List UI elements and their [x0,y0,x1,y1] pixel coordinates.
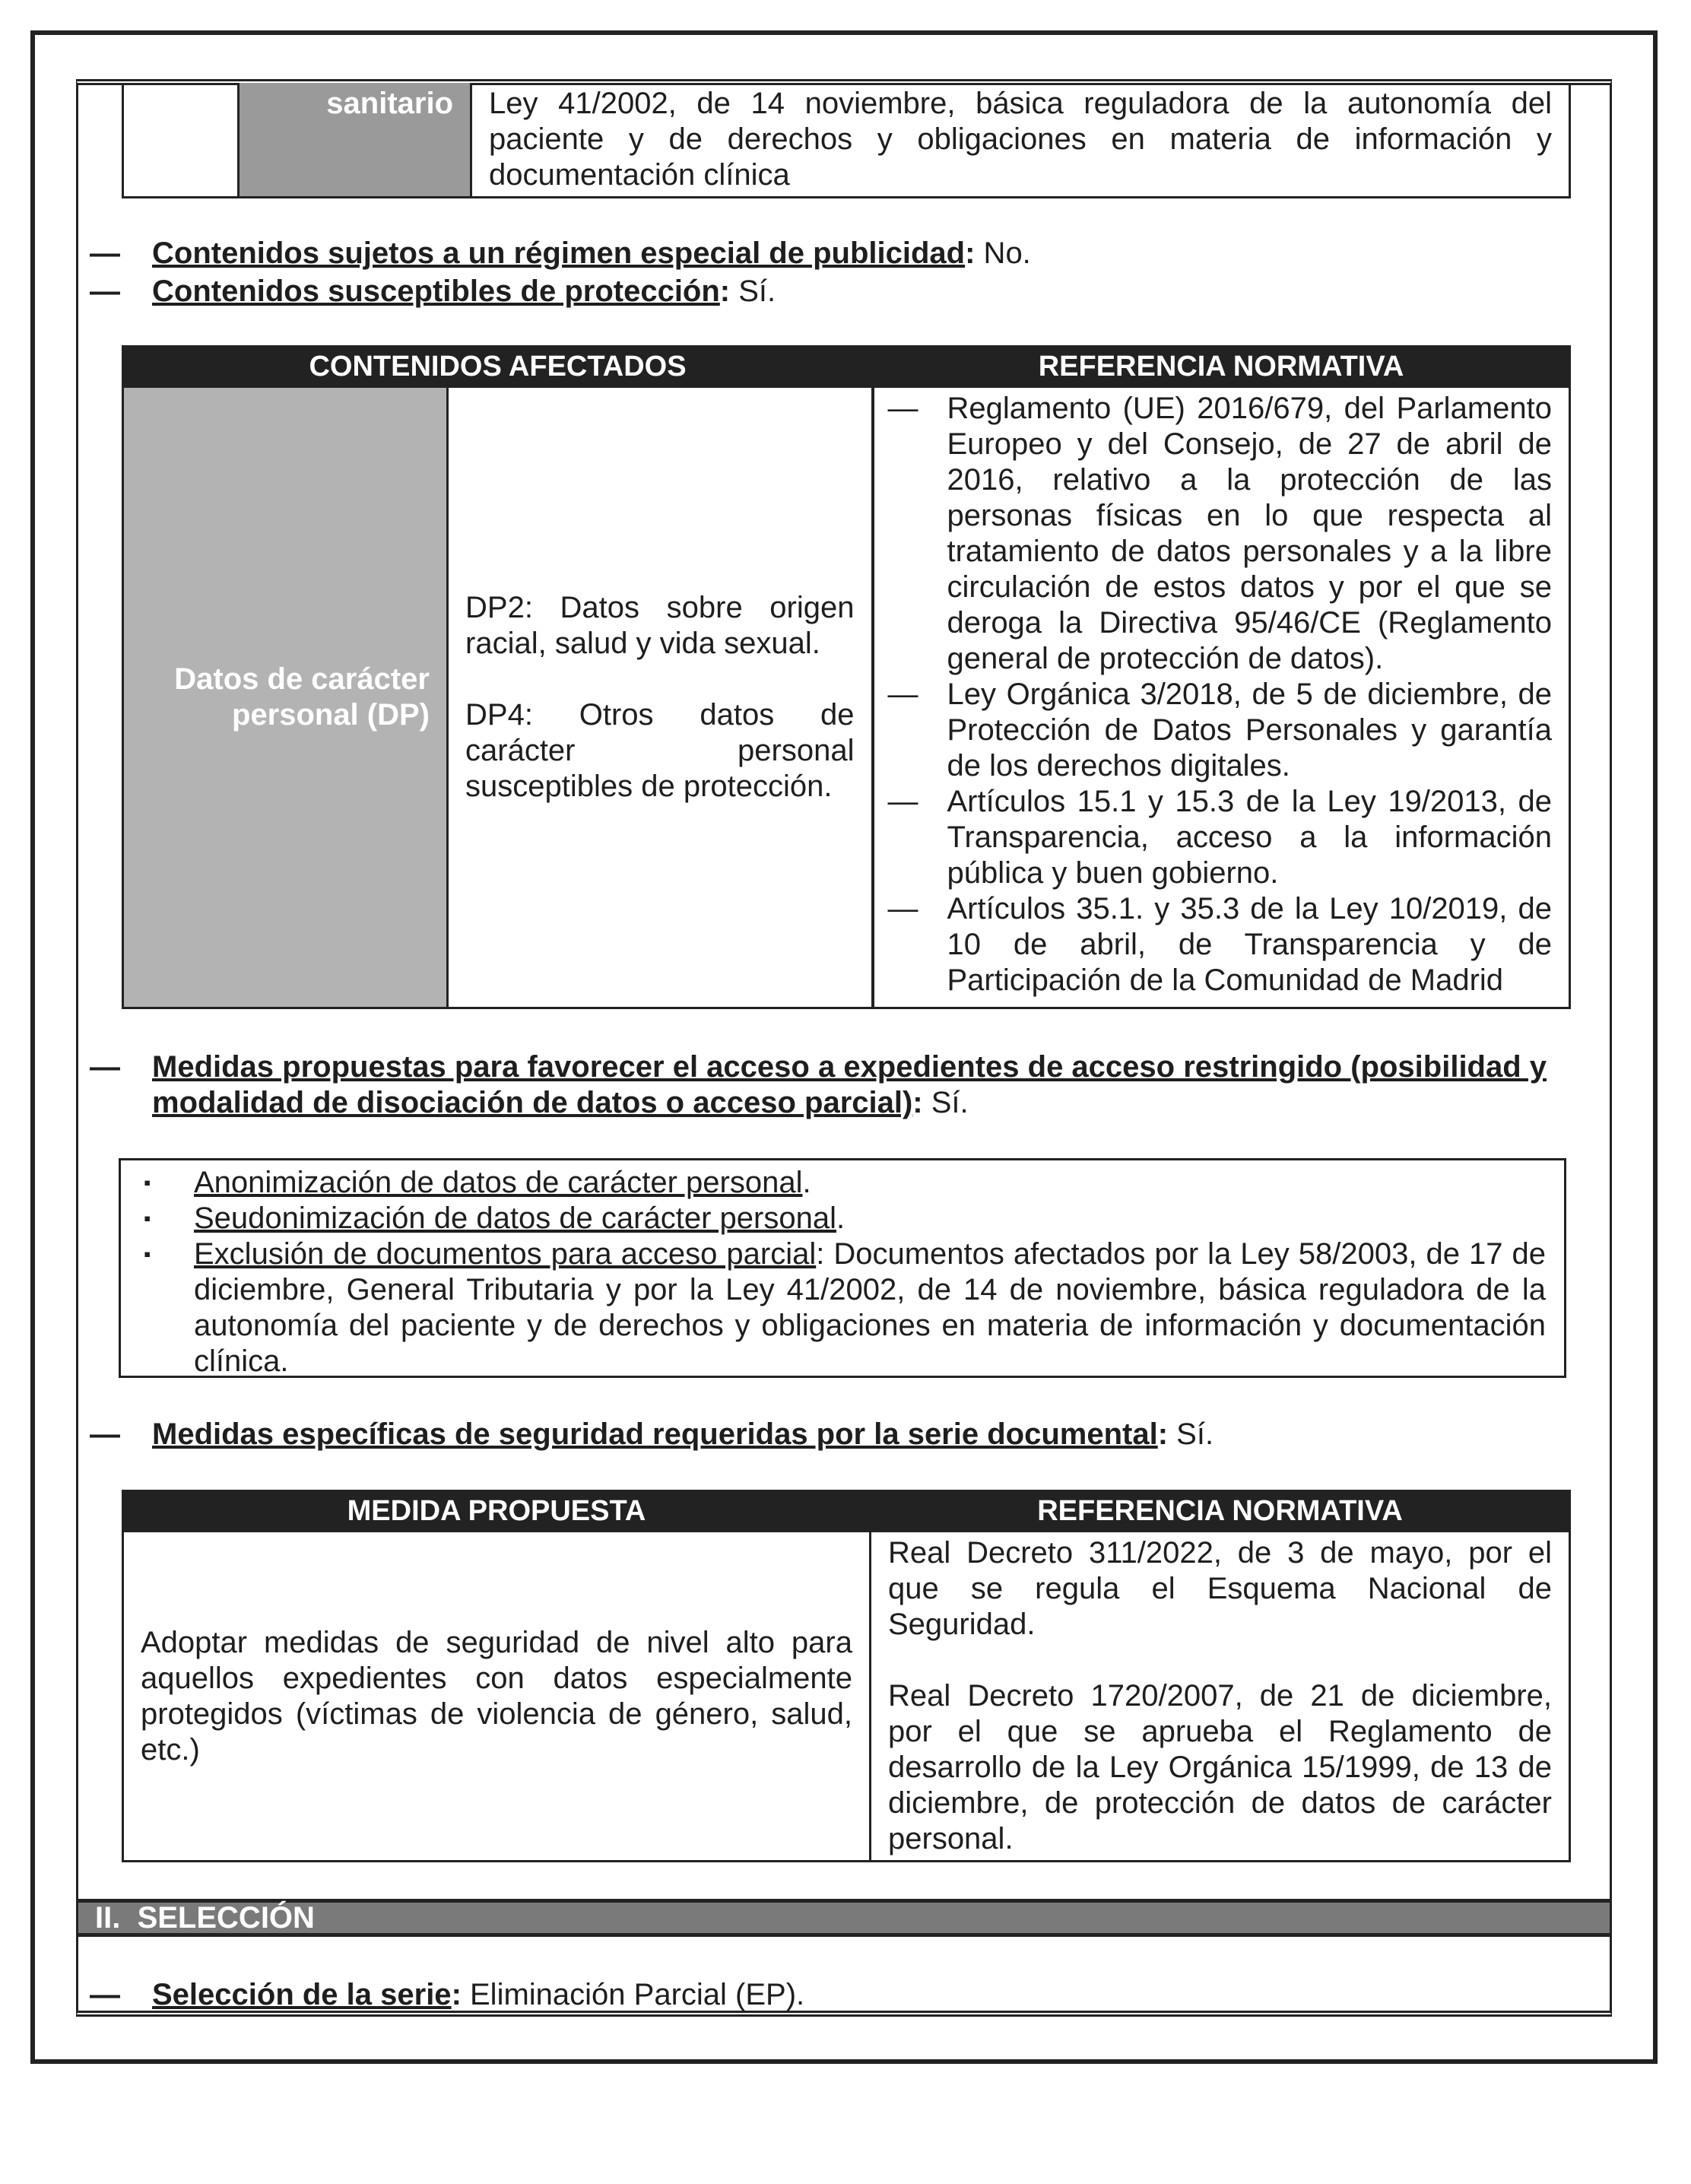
reference-text: Real Decreto 311/2022, de 3 de mayo, por el que se regula el Esquema Nacional de Seguridad. [888,1536,1552,1641]
header-referencia: REFERENCIA NORMATIVA [873,347,1570,387]
measure-item [139,1236,1546,1379]
item-value: Eliminación Parcial (EP). [461,1978,805,2011]
item-label: Medidas propuestas para favorecer el acceso a expedientes de acceso restringido (posibilidad y modalidad de disociación de datos o acceso parcial) [152,1050,1547,1119]
colon: : [451,1978,462,2011]
reference-text: Real Decreto 1720/2007, de 21 de diciembre, por el que se aprueba el Reglamento de desarrollo de la Ley Orgánica 15/1999, de 13 de diciembre, de protección de datos de carácter personal. [888,1679,1552,1855]
measure-label: Exclusión de documentos para acceso parcial [194,1237,817,1271]
measure-text: . [836,1202,846,1235]
reference-item [888,784,1553,891]
dash-icon: — [90,275,120,308]
medidas-acceso-item [90,1049,1638,1121]
header-contenidos: CONTENIDOS AFECTADOS [123,347,873,387]
dash-icon: — [887,678,918,711]
content-item: DP2: Datos sobre origen racial, salud y vida sexual. [465,591,855,660]
contents-cell [448,387,873,1008]
measure-cell: Adoptar medidas de seguridad de nivel alto para aquellos expedientes con datos especialmente protegidos (víctimas de violencia de género, salud, etc.) [123,1532,871,1862]
protection-table [122,345,1571,1009]
dash-icon: — [90,1978,120,2011]
legal-reference-table [122,83,1571,198]
bullet-icon: ▪ [144,1171,151,1194]
header-referencia: REFERENCIA NORMATIVA [871,1491,1570,1532]
bullet-icon: ▪ [144,1243,151,1265]
medidas-seguridad-item [90,1417,1607,1452]
measure-label: Seudonimización de datos de carácter personal [194,1202,836,1235]
reference-cell: Ley 41/2002, de 14 noviembre, básica reguladora de la autonomía del paciente y de derechos y obligaciones en materia de información y documentación clínica [471,83,1570,198]
reference-text: Artículos 15.1 y 15.3 de la Ley 19/2013, de Transparencia, acceso a la información pública y buen gobierno. [947,785,1552,890]
item-value: No. [975,236,1031,270]
item-label: Selección de la serie [152,1978,452,2011]
colon: : [1157,1417,1169,1451]
dash-icon: — [887,785,918,818]
dash-icon: — [887,392,918,425]
measure-text: . [802,1166,811,1199]
item-label: Medidas específicas de seguridad requeridas por la serie documental [152,1417,1158,1451]
measure-item [139,1201,1546,1236]
references-cell [873,387,1570,1008]
reference-text: Artículos 35.1. y 35.3 de la Ley 10/2019, de 10 de abril, de Transparencia y de Participación de la Comunidad de Madrid [947,892,1552,997]
reference-text: Reglamento (UE) 2016/679, del Parlamento Europeo y del Consejo, de 27 de abril de 2016, relativo a la protección de las personas físicas en lo que respecta al tratamiento de datos personales y a la libre circulación de estos datos y por el que se deroga la Directiva 95/46/CE (Reglamento general de protección de datos). [947,392,1552,675]
item-label: Contenidos susceptibles de protección [152,275,720,308]
content-item: DP4: Otros datos de carácter personal susceptibles de protección. [465,698,855,803]
access-measures-box [119,1158,1566,1378]
measure-text: : Documentos afectados por la Ley 58/2003, de 17 de diciembre, General Tributaria y por la Ley 41/2002, de 14 de noviembre, básica reguladora de la autonomía del paciente y de derechos y obligaciones en materia de información y documentación clínica. [194,1237,1546,1378]
category-cell [239,83,471,198]
measure-item [139,1165,1546,1201]
publicidad-item [90,236,1607,271]
item-value: Sí. [922,1086,969,1119]
item-label: Contenidos sujetos a un régimen especial de publicidad [152,236,966,270]
category-cell: Datos de carácter personal (DP) [123,387,448,1008]
proteccion-item [90,274,1607,310]
reference-item [888,677,1553,784]
references-cell [871,1532,1570,1862]
colon: : [719,275,731,308]
bullet-icon: ▪ [144,1207,151,1230]
item-value: Sí. [730,275,776,308]
reference-text: Ley Orgánica 3/2018, de 5 de diciembre, de Protección de Datos Personales y garantía de los derechos digitales. [947,678,1552,782]
empty-cell [123,83,239,198]
header-medida: MEDIDA PROPUESTA [123,1491,871,1532]
reference-item [888,891,1553,998]
security-table [122,1490,1571,1862]
dash-icon: — [90,236,120,270]
section-header-seleccion: II. SELECCIÓN [78,1899,1610,1937]
item-value: Sí. [1168,1417,1214,1451]
seleccion-item [90,1977,1607,2013]
dash-icon: — [90,1417,120,1451]
dash-icon: — [887,892,918,925]
dash-icon: — [90,1050,120,1084]
reference-item [888,391,1553,677]
category-label: sanitario [326,87,453,120]
measure-label: Anonimización de datos de carácter personal [194,1166,803,1199]
colon: : [965,236,976,270]
colon: : [912,1086,923,1119]
